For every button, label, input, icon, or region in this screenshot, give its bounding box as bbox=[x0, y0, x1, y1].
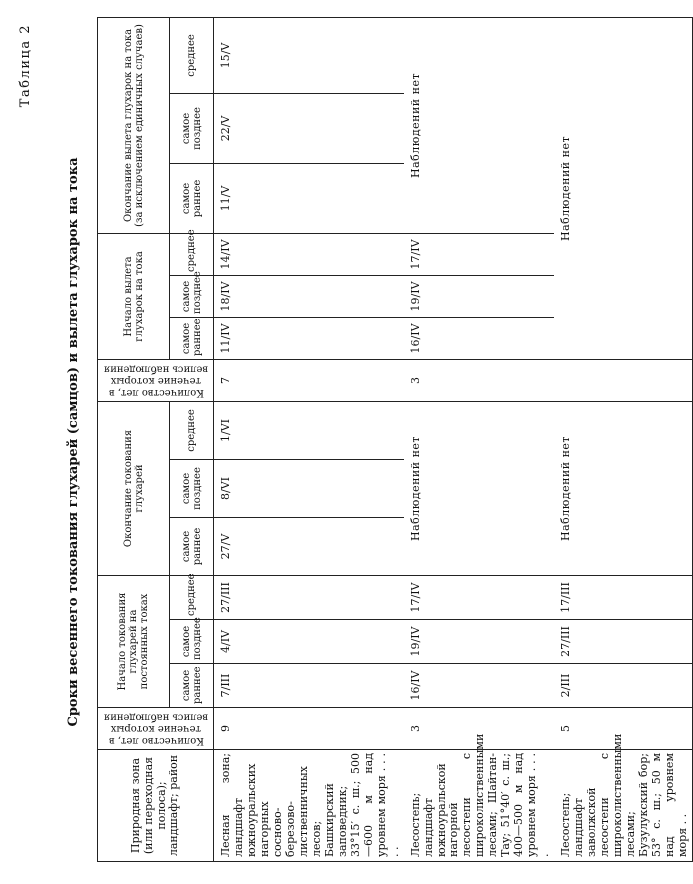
data-table bbox=[97, 17, 693, 862]
table-row bbox=[404, 17, 555, 861]
subheader-latest: самое позднее bbox=[170, 93, 214, 163]
cell: 1/VI bbox=[214, 401, 404, 459]
years-cell: 3 bbox=[404, 359, 555, 401]
cell: 18/IV bbox=[214, 275, 404, 317]
cell: 16/IV bbox=[404, 664, 555, 708]
header-years-count-text: Количество лет, в течение которых велись наблюдения bbox=[103, 711, 208, 746]
cell: 16/IV bbox=[404, 317, 555, 359]
header-years-count-2 bbox=[98, 359, 214, 401]
no-observations-note: Наблюдений нет bbox=[554, 401, 692, 575]
subheader-latest: самое позднее bbox=[170, 460, 214, 518]
table-title: Сроки весеннего токования глухарей (самцов) и вылета глухарок на тока bbox=[66, 157, 81, 727]
header-lek-start: Начало токования глухарей на постоянных токах bbox=[98, 576, 170, 708]
years-cell: 9 bbox=[214, 708, 404, 750]
cell: 8/VI bbox=[214, 460, 404, 518]
table-row bbox=[554, 17, 692, 861]
subheader-earliest: самое раннее bbox=[170, 664, 214, 708]
cell: 27/III bbox=[214, 576, 404, 620]
cell: 22/V bbox=[214, 93, 404, 163]
subheader-latest: самое позднее bbox=[170, 620, 214, 664]
cell: 11/V bbox=[214, 163, 404, 233]
cell: 15/V bbox=[214, 17, 404, 93]
years-cell: 7 bbox=[214, 359, 404, 401]
header-hen-start: Начало вылета глухарок на тока bbox=[98, 233, 170, 359]
cell: 2/III bbox=[554, 664, 692, 708]
header-region: Природная зона (или переходная полоса); ландшафт; район bbox=[98, 750, 214, 862]
years-cell: 3 bbox=[404, 708, 555, 750]
table-label: Таблица 2 bbox=[18, 24, 33, 108]
subheader-average: среднее bbox=[170, 233, 214, 275]
cell: 27/V bbox=[214, 518, 404, 576]
header-lek-end: Окончание токования глухарей bbox=[98, 401, 170, 575]
cell: 4/IV bbox=[214, 620, 404, 664]
years-cell bbox=[554, 359, 692, 401]
cell: 17/IV bbox=[404, 576, 555, 620]
region-cell: Лесная зона; ландшафт южноуральских нагорных сосново-березово-лиственничных лесов; Башкирский заповедник; 33°15′ с. ш.; 500—600 м над уровнем моря . . . . . bbox=[214, 750, 404, 862]
table-row bbox=[214, 17, 404, 861]
header-years-count-2-text: Количество лет, в течение которых велись наблюдения bbox=[103, 363, 208, 398]
cell: 17/IV bbox=[404, 233, 555, 275]
cell: 7/III bbox=[214, 664, 404, 708]
subheader-average: среднее bbox=[170, 576, 214, 620]
header-hen-end: Окончание вылета глухарок на тока (за исключением единичных случаев) bbox=[98, 17, 170, 233]
region-cell: Лесостепь; ландшафт южноуральской нагорной лесостепи с широколиственными лесами; Шайтан-Тау; 51°40′ с. ш.; 400—500 м над уровнем моря . . . . bbox=[404, 750, 555, 862]
subheader-earliest: самое раннее bbox=[170, 518, 214, 576]
subheader-latest: самое позднее bbox=[170, 275, 214, 317]
header-years-count bbox=[98, 708, 214, 750]
subheader-earliest: самое раннее bbox=[170, 317, 214, 359]
cell: 19/IV bbox=[404, 275, 555, 317]
years-cell: 5 bbox=[554, 708, 692, 750]
cell: 14/IV bbox=[214, 233, 404, 275]
no-observations-note: Наблюдений нет bbox=[404, 17, 555, 233]
cell: 17/III bbox=[554, 576, 692, 620]
cell: 11/IV bbox=[214, 317, 404, 359]
no-observations-note: Наблюдений нет bbox=[554, 17, 692, 359]
region-cell: Лесостепь; ландшафт заволжской лесостепи с широколиственными лесами; Бузулукский бор; 53° с. ш.; 50 м над уровнем моря . . bbox=[554, 750, 692, 862]
cell: 19/IV bbox=[404, 620, 555, 664]
no-observations-note: Наблюдений нет bbox=[404, 401, 555, 575]
subheader-average: среднее bbox=[170, 401, 214, 459]
subheader-average: среднее bbox=[170, 17, 214, 93]
cell: 27/III bbox=[554, 620, 692, 664]
subheader-earliest: самое раннее bbox=[170, 163, 214, 233]
